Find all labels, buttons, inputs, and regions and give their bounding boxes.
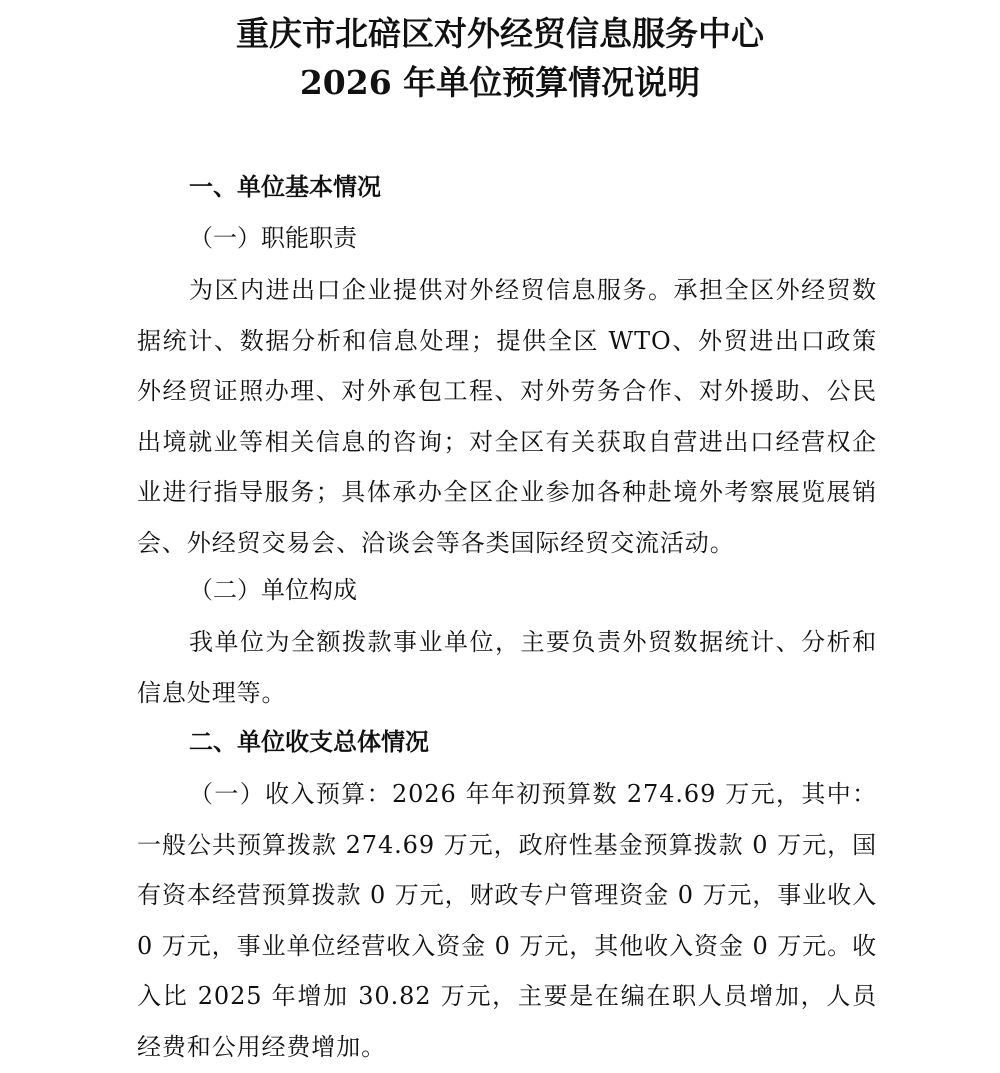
subheading-composition: （二）单位构成 — [189, 576, 357, 604]
paragraph-income-budget: （一）收入预算：2026 年年初预算数 274.69 万元，其中：一般公共预算拨款 274.69 万元，政府性基金预算拨款 0 万元，国有资本经营预算拨款 0 万元，财政专户管理资金 0 万元，事业收入 0 万元，事业单位经营收入资金 0 万元，其他收入资金 0 万元。收入比 2025 年增加 30.82 万元，主要是在编在职人员增加，人员经费和公用经费增加。 — [137, 780, 877, 1061]
paragraph-composition: 我单位为全额拨款事业单位，主要负责外贸数据统计、分析和信息处理等。 — [137, 628, 877, 707]
section-heading-income-expense: 二、单位收支总体情况 — [189, 728, 429, 756]
subheading-functions: （一）职能职责 — [189, 224, 357, 252]
document-title-line2: 2026 年单位预算情况说明 — [299, 63, 701, 102]
paragraph-functions: 为区内进出口企业提供对外经贸信息服务。承担全区外经贸数据统计、数据分析和信息处理；提供全区 WTO、外贸进出口政策外经贸证照办理、对外承包工程、对外劳务合作、对外援助、公民出境就业等相关信息的咨询；对全区有关获取自营进出口经营权企业进行指导服务；具体承办全区企业参加各种赴境外考察展览展销会、外经贸交易会、洽谈会等各类国际经贸交流活动。 — [137, 276, 877, 557]
document-title-line1: 重庆市北碚区对外经贸信息服务中心 — [236, 14, 764, 53]
section-heading-basic-info: 一、单位基本情况 — [189, 173, 381, 201]
